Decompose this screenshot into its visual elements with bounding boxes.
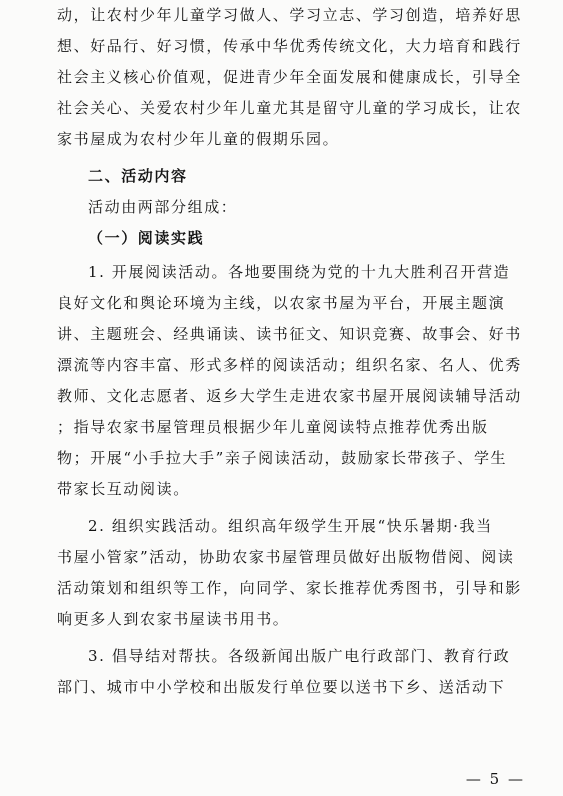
text-line: 1. 开展阅读活动。各地要围绕为党的十九大胜利召开营造 — [88, 263, 511, 281]
text-line: 部门、城市中小学校和出版发行单位要以送书下乡、送活动下 — [57, 678, 506, 696]
text-line: 教师、文化志愿者、返乡大学生走进农家书屋开展阅读辅导活动 — [57, 387, 522, 405]
text-line: 讲、主题班会、经典诵读、读书征文、知识竞赛、故事会、好书 — [57, 325, 522, 343]
text-line: 活动策划和组织等工作，向同学、家长推荐优秀图书，引导和影 — [57, 579, 522, 597]
text-line: 物；开展“小手拉大手”亲子阅读活动，鼓励家长带孩子、学生 — [57, 449, 508, 467]
section-intro: 活动由两部分组成： — [88, 198, 238, 216]
text-line: 动，让农村少年儿童学习做人、学习立志、学习创造，培养好思 — [57, 6, 522, 24]
subsection-heading: （一）阅读实践 — [88, 229, 205, 247]
document-body — [57, 0, 539, 703]
text-line: 2. 组织实践活动。组织高年级学生开展“快乐暑期·我当 — [88, 517, 493, 535]
text-line: 家书屋成为农村少年儿童的假期乐园。 — [57, 130, 340, 148]
text-line: 漂流等内容丰富、形式多样的阅读活动；组织名家、名人、优秀 — [57, 356, 522, 374]
section-heading: 二、活动内容 — [88, 167, 188, 185]
item-3-paragraph — [57, 641, 539, 703]
text-line: 社会关心、关爱农村少年儿童尤其是留守儿童的学习成长，让农 — [57, 99, 522, 117]
page-number: — 5 — — [465, 770, 525, 788]
text-line: 3. 倡导结对帮扶。各级新闻出版广电行政部门、教育行政 — [88, 647, 511, 665]
text-line: 社会主义核心价值观，促进青少年全面发展和健康成长，引导全 — [57, 68, 522, 86]
item-1-paragraph — [57, 257, 539, 505]
text-line: 响更多人到农家书屋读书用书。 — [57, 610, 290, 628]
intro-paragraph — [57, 0, 539, 155]
text-line: 良好文化和舆论环境为主线，以农家书屋为平台，开展主题演 — [57, 294, 506, 312]
text-line: 书屋小管家”活动，协助农家书屋管理员做好出版物借阅、阅读 — [57, 548, 515, 566]
item-2-paragraph — [57, 511, 539, 635]
text-line: 想、好品行、好习惯，传承中华优秀传统文化，大力培育和践行 — [57, 37, 522, 55]
text-line: 带家长互动阅读。 — [57, 480, 190, 498]
text-line: ；指导农家书屋管理员根据少年儿童阅读特点推荐优秀出版 — [57, 418, 489, 436]
